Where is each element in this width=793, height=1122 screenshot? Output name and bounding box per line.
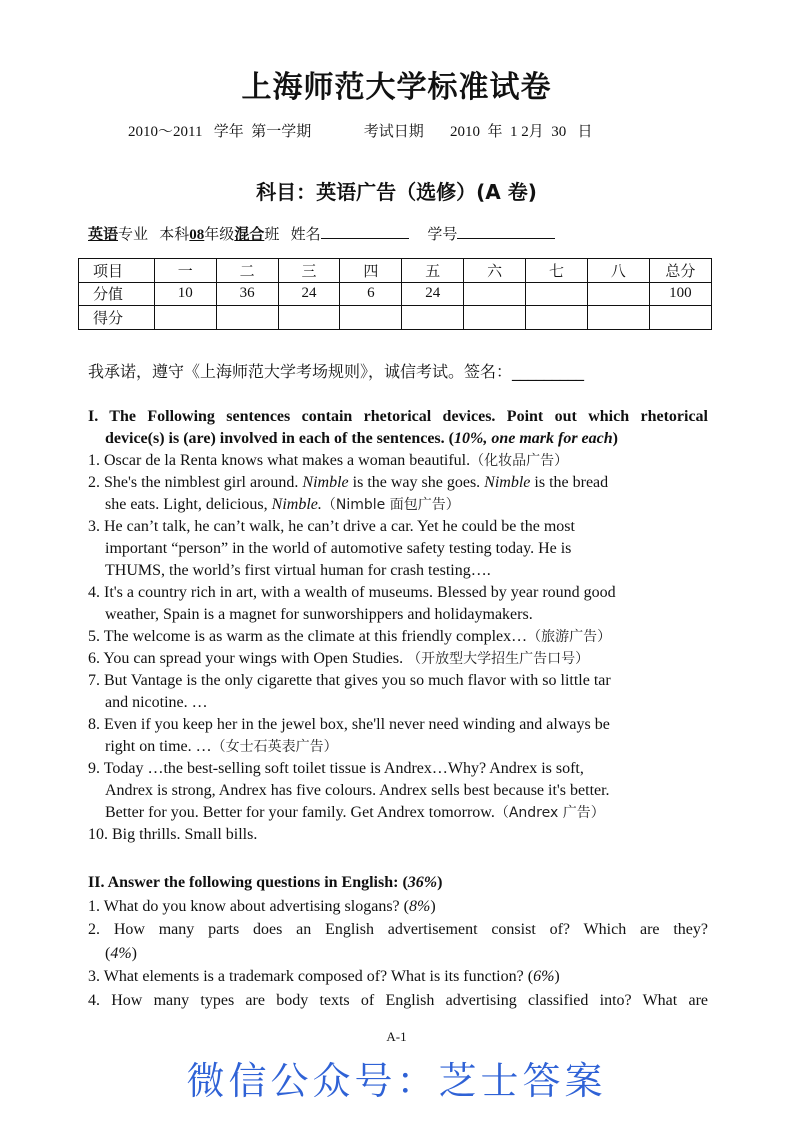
class-label: 班 <box>264 227 280 243</box>
score-cell: 二 <box>216 259 278 283</box>
score-cell <box>464 282 526 306</box>
section-heading <box>88 406 708 428</box>
text-segment: （Nimble 面包广告） <box>321 497 460 513</box>
text-segment: 36% <box>407 874 438 891</box>
text-segment: 1. What do you know about advertising slogans? ( <box>88 897 409 915</box>
score-row <box>79 282 712 306</box>
question-line <box>88 758 708 780</box>
question-line <box>88 516 708 538</box>
question-line <box>88 626 708 648</box>
level-label: 本科 <box>159 227 190 243</box>
student-info <box>88 223 555 244</box>
text-segment: right on time. … <box>105 738 212 755</box>
score-cell[interactable] <box>649 306 711 330</box>
text-segment: Nimble <box>484 474 531 491</box>
text-segment: Better for you. Better for your family. Get Andrex tomorrow. <box>105 804 495 821</box>
row-header: 分值 <box>79 282 155 306</box>
page-number: A-1 <box>386 1029 407 1044</box>
score-cell[interactable] <box>402 306 464 330</box>
score-cell: 三 <box>278 259 340 283</box>
score-cell[interactable] <box>278 306 340 330</box>
question-line <box>88 824 708 846</box>
text-segment: ) <box>554 968 560 985</box>
question-line <box>88 670 708 692</box>
text-segment: 4. How many types are body texts of English advertising classified into? What are <box>88 991 708 1009</box>
text-segment: （开放型大学招生广告口号） <box>407 651 590 667</box>
question-line <box>88 965 708 989</box>
subject-title: 科目：英语广告（选修）(A 卷) <box>256 180 537 204</box>
text-segment: 8% <box>408 897 431 915</box>
text-segment: THUMS, the world’s first virtual human for crash testing…. <box>105 562 491 579</box>
section-2 <box>88 871 708 1012</box>
score-cell: 四 <box>340 259 402 283</box>
term-and-date: 2010～2011 学年 第一学期 考试日期 2010 年 1 2月 30 日 <box>128 124 593 140</box>
text-segment: device(s) is (are) involved in each of the sentences. ( <box>105 430 454 447</box>
text-segment: 3. He can’t talk, he can’t walk, he can’t drive a car. Yet he could be the most <box>88 518 575 535</box>
question-line <box>88 714 708 736</box>
score-cell[interactable] <box>464 306 526 330</box>
question-line <box>88 450 708 472</box>
name-label: 姓名 <box>290 227 321 243</box>
exam-title: 上海师范大学标准试卷 <box>241 70 552 105</box>
score-cell: 24 <box>278 282 340 306</box>
watermark: 微信公众号：芝士答案 <box>186 1059 607 1103</box>
score-row <box>79 306 712 330</box>
id-label: 学号 <box>427 227 458 243</box>
row-header: 得分 <box>79 306 155 330</box>
score-cell: 七 <box>526 259 588 283</box>
text-segment: she eats. Light, delicious, <box>105 496 272 513</box>
name-blank[interactable] <box>321 224 409 239</box>
text-segment: （化妆品广告） <box>470 453 569 469</box>
major-label: 专业 <box>118 227 149 243</box>
text-segment: ) <box>430 897 436 915</box>
score-row <box>79 259 712 283</box>
text-segment: 10. Big thrills. Small bills. <box>88 826 258 843</box>
question-line <box>88 736 708 758</box>
score-cell <box>526 282 588 306</box>
text-segment: Andrex is strong, Andrex has five colours. Andrex sells best because it's better. <box>105 782 610 799</box>
text-segment: （女士石英表广告） <box>211 739 338 755</box>
text-segment: （旅游广告） <box>527 629 612 645</box>
question-line <box>88 428 708 450</box>
score-cell: 五 <box>402 259 464 283</box>
text-segment: weather, Spain is a magnet for sunworshippers and holidaymakers. <box>105 606 533 623</box>
question-line <box>88 494 708 516</box>
question-line <box>88 538 708 560</box>
question-line <box>88 692 708 714</box>
text-segment: 4% <box>110 944 132 962</box>
text-segment: 2. She's the nimblest girl around. <box>88 474 303 491</box>
question-line <box>88 895 708 919</box>
question-line <box>88 582 708 604</box>
question-line <box>88 560 708 582</box>
question-line <box>88 942 708 966</box>
score-cell: 100 <box>649 282 711 306</box>
text-segment: 5. The welcome is as warm as the climate at this friendly complex… <box>88 628 528 645</box>
grade-value: 08 <box>189 227 205 243</box>
text-segment: 6. You can spread your wings with Open Studies. <box>88 650 408 667</box>
text-segment: is the way she goes. <box>348 474 485 491</box>
text-segment: 8. Even if you keep her in the jewel box, she'll never need winding and always be <box>88 716 610 733</box>
text-segment: and nicotine. … <box>105 694 208 711</box>
major-value: 英语 <box>88 227 119 243</box>
score-cell: 六 <box>464 259 526 283</box>
text-segment: 6% <box>533 968 555 985</box>
text-segment: Nimble <box>302 474 349 491</box>
text-segment: ) <box>131 944 137 962</box>
score-cell: 6 <box>340 282 402 306</box>
text-segment: 10%, one mark for each <box>453 430 613 447</box>
text-segment: Nimble. <box>271 496 322 513</box>
section-heading <box>88 871 708 895</box>
text-segment: ) <box>437 874 443 891</box>
score-cell[interactable] <box>587 306 649 330</box>
text-segment: I. The Following sentences contain rhetorical devices. Point out which rhetorical <box>88 408 708 425</box>
text-segment: is the bread <box>530 474 609 491</box>
question-line <box>88 989 708 1013</box>
score-table <box>78 258 712 330</box>
text-segment: II. Answer the following questions in English: ( <box>88 874 408 891</box>
score-cell: 24 <box>402 282 464 306</box>
score-cell[interactable] <box>216 306 278 330</box>
text-segment: 7. But Vantage is the only cigarette that gives you so much flavor with so little tar <box>88 672 611 689</box>
question-line <box>88 472 708 494</box>
section-1 <box>88 406 708 846</box>
text-segment: 4. It's a country rich in art, with a wealth of museums. Blessed by year round good <box>88 584 616 601</box>
score-cell[interactable] <box>340 306 402 330</box>
score-cell: 10 <box>154 282 216 306</box>
text-segment: （Andrex 广告） <box>494 805 605 821</box>
question-line <box>88 780 708 802</box>
score-cell[interactable] <box>154 306 216 330</box>
text-segment: 9. Today …the best-selling soft toilet tissue is Andrex…Why? Andrex is soft, <box>88 760 584 777</box>
question-line <box>88 918 708 942</box>
text-segment: ( <box>105 944 111 962</box>
question-line <box>88 802 708 824</box>
text-segment: important “person” in the world of automotive safety testing today. He is <box>105 540 572 557</box>
score-cell <box>587 282 649 306</box>
score-cell: 36 <box>216 282 278 306</box>
id-blank[interactable] <box>457 224 555 239</box>
row-header: 项目 <box>79 259 155 283</box>
question-line <box>88 604 708 626</box>
question-line <box>88 648 708 670</box>
score-cell: 八 <box>587 259 649 283</box>
text-segment: 3. What elements is a trademark composed of? What is its function? ( <box>88 968 534 985</box>
integrity-pledge: 我承诺，遵守《上海师范大学考场规则》，诚信考试。签名：_________ <box>88 362 585 381</box>
text-segment: 1. Oscar de la Renta knows what makes a woman beautiful. <box>88 452 471 469</box>
score-cell: 总分 <box>649 259 711 283</box>
score-cell: 一 <box>154 259 216 283</box>
class-value: 混合 <box>234 227 265 243</box>
grade-label: 年级 <box>204 227 235 243</box>
text-segment: 2. How many parts does an English advertisement consist of? Which are they? <box>88 921 708 938</box>
text-segment: ) <box>612 430 618 447</box>
score-cell[interactable] <box>526 306 588 330</box>
